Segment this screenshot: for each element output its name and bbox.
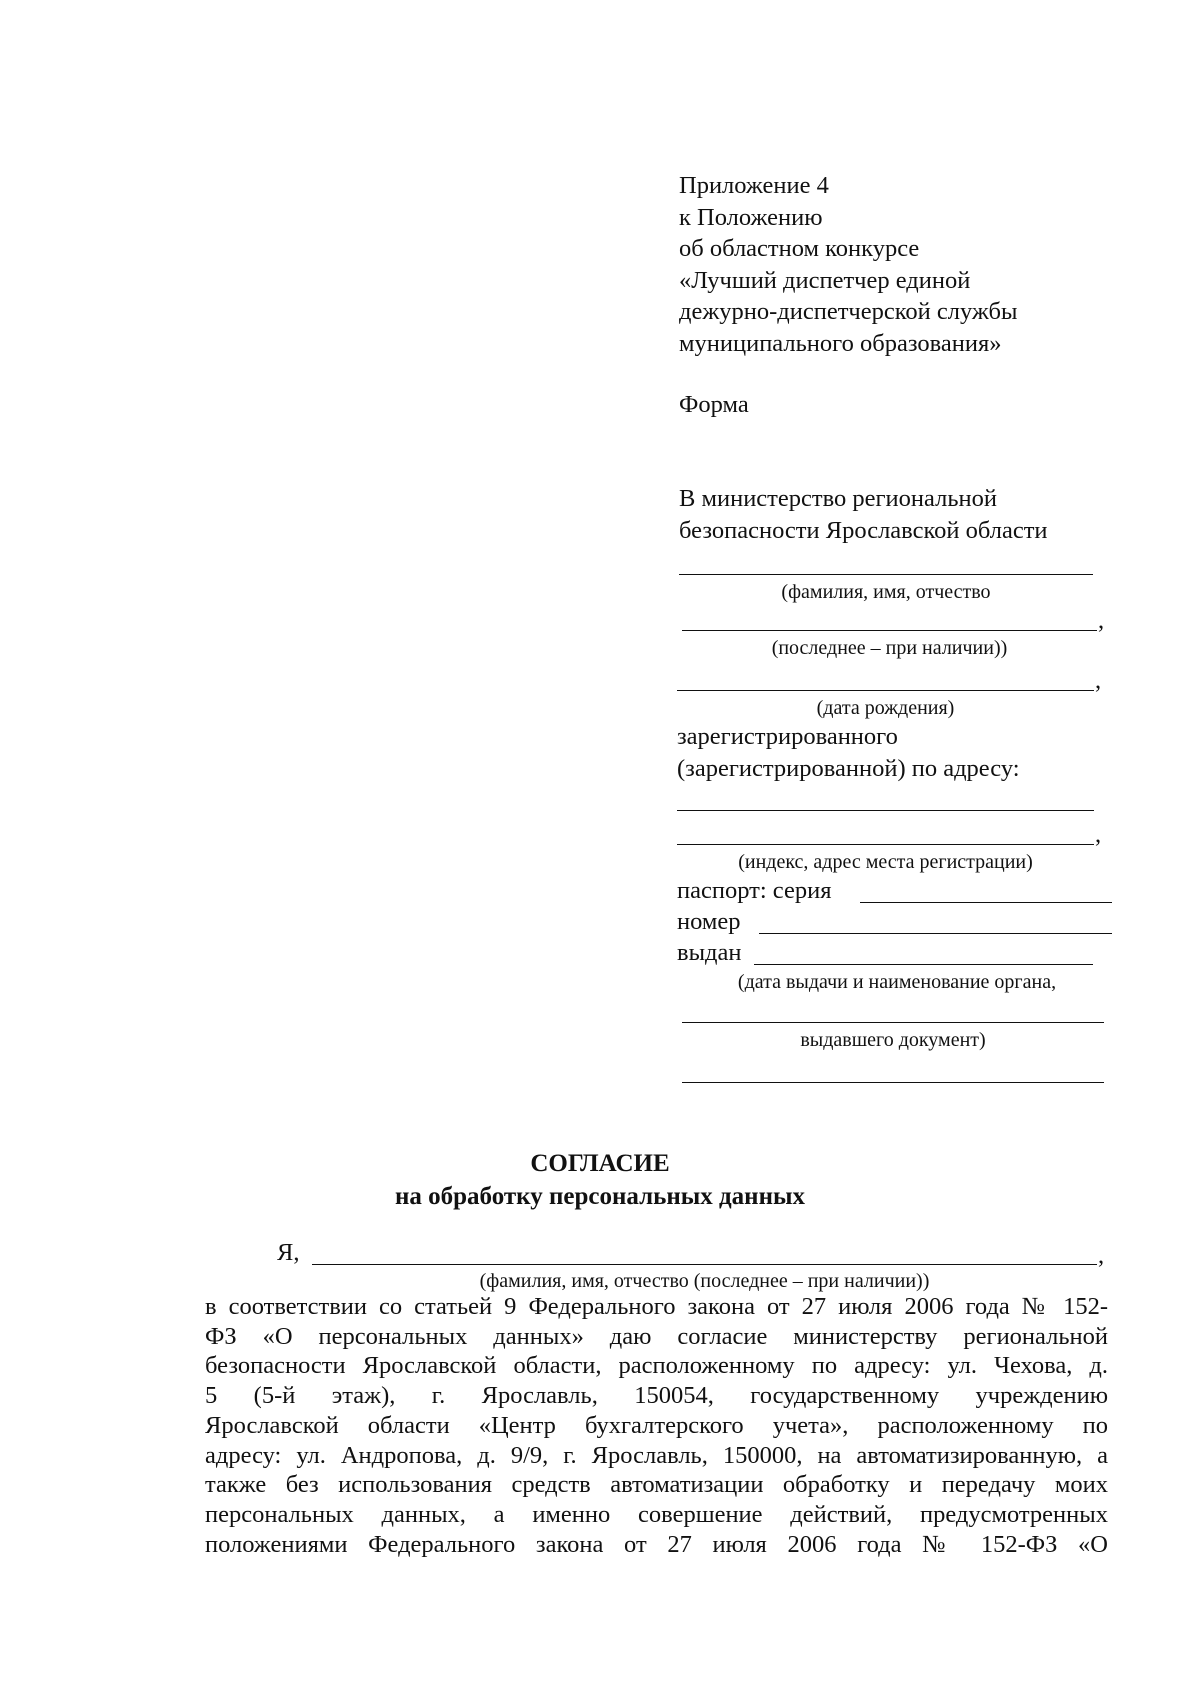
- body-line: адресу: ул. Андропова, д. 9/9, г. Ярославль, 150000, на автоматизированную, а: [205, 1441, 1108, 1469]
- registered-label-1: зарегистрированного: [677, 723, 898, 750]
- address-caption: (индекс, адрес места регистрации): [738, 851, 1033, 873]
- passport-number-label: номер: [677, 908, 741, 935]
- issued-line[interactable]: [754, 964, 1093, 965]
- body-line: 5 (5-й этаж), г. Ярославль, 150054, государственному учреждению: [205, 1382, 1108, 1410]
- body-line: персональных данных, а именно совершение действий, предусмотренных: [205, 1500, 1108, 1528]
- issued-line-2[interactable]: [682, 1022, 1104, 1023]
- header-line: дежурно-диспетчерской службы: [679, 298, 1018, 325]
- passport-series-label: паспорт: серия: [677, 877, 832, 904]
- issued-line-3[interactable]: [682, 1082, 1104, 1083]
- addressee: [679, 483, 1048, 546]
- passport-number-line[interactable]: [759, 933, 1112, 934]
- address-line-1[interactable]: [677, 810, 1094, 811]
- header-line: муниципального образования»: [679, 329, 1002, 357]
- addressee-line: В министерство региональной: [679, 485, 997, 512]
- body-line: Ярославской области «Центр бухгалтерского учета», расположенному по: [205, 1411, 1108, 1439]
- fio-caption-2: (последнее – при наличии)): [771, 637, 1008, 659]
- body-line: безопасности Ярославской области, расположенному по адресу: ул. Чехова, д.: [205, 1352, 1108, 1380]
- body-line: также без использования средств автоматизации обработку и передачу моих: [205, 1471, 1108, 1499]
- comma: ,: [1095, 821, 1102, 848]
- consent-fio-line[interactable]: [312, 1264, 1097, 1265]
- body-line: ФЗ «О персональных данных» даю согласие министерству региональной: [205, 1322, 1108, 1350]
- header-line: Приложение 4: [679, 172, 829, 199]
- address-line-2[interactable]: [677, 844, 1094, 845]
- passport-series-line[interactable]: [860, 902, 1112, 903]
- consent-subtitle: на обработку персональных данных: [395, 1183, 805, 1210]
- header-line: об областном конкурсе: [679, 235, 920, 262]
- comma: ,: [1098, 607, 1105, 634]
- consent-body: [205, 1292, 1108, 1559]
- issued-caption-1: (дата выдачи и наименование органа,: [737, 971, 1057, 993]
- consent-title: СОГЛАСИЕ: [530, 1150, 670, 1177]
- fio-line-2[interactable]: [682, 630, 1097, 631]
- birth-date-caption: (дата рождения): [816, 697, 955, 719]
- body-line: положениями Федерального закона от 27 июля 2006 года № 152-ФЗ «О: [205, 1530, 1108, 1558]
- addressee-line: безопасности Ярославской области: [679, 516, 1048, 544]
- ya-label: Я,: [277, 1239, 300, 1266]
- form-label: Форма: [679, 391, 749, 418]
- registered-label-2: (зарегистрированной) по адресу:: [677, 755, 1020, 782]
- appendix-header: [679, 170, 1017, 359]
- birth-date-line[interactable]: [677, 690, 1094, 691]
- comma: ,: [1098, 1242, 1105, 1269]
- fio-line-1[interactable]: [679, 574, 1093, 575]
- header-line: «Лучший диспетчер единой: [679, 266, 971, 294]
- issued-label: выдан: [677, 939, 742, 966]
- issued-caption-2: выдавшего документ): [800, 1029, 986, 1051]
- body-line: в соответствии со статьей 9 Федерального закона от 27 июля 2006 года № 152-: [205, 1293, 1108, 1320]
- header-line: к Положению: [679, 203, 823, 231]
- comma: ,: [1095, 667, 1102, 694]
- consent-fio-caption: (фамилия, имя, отчество (последнее – при наличии)): [479, 1270, 930, 1292]
- fio-caption-1: (фамилия, имя, отчество: [781, 581, 991, 603]
